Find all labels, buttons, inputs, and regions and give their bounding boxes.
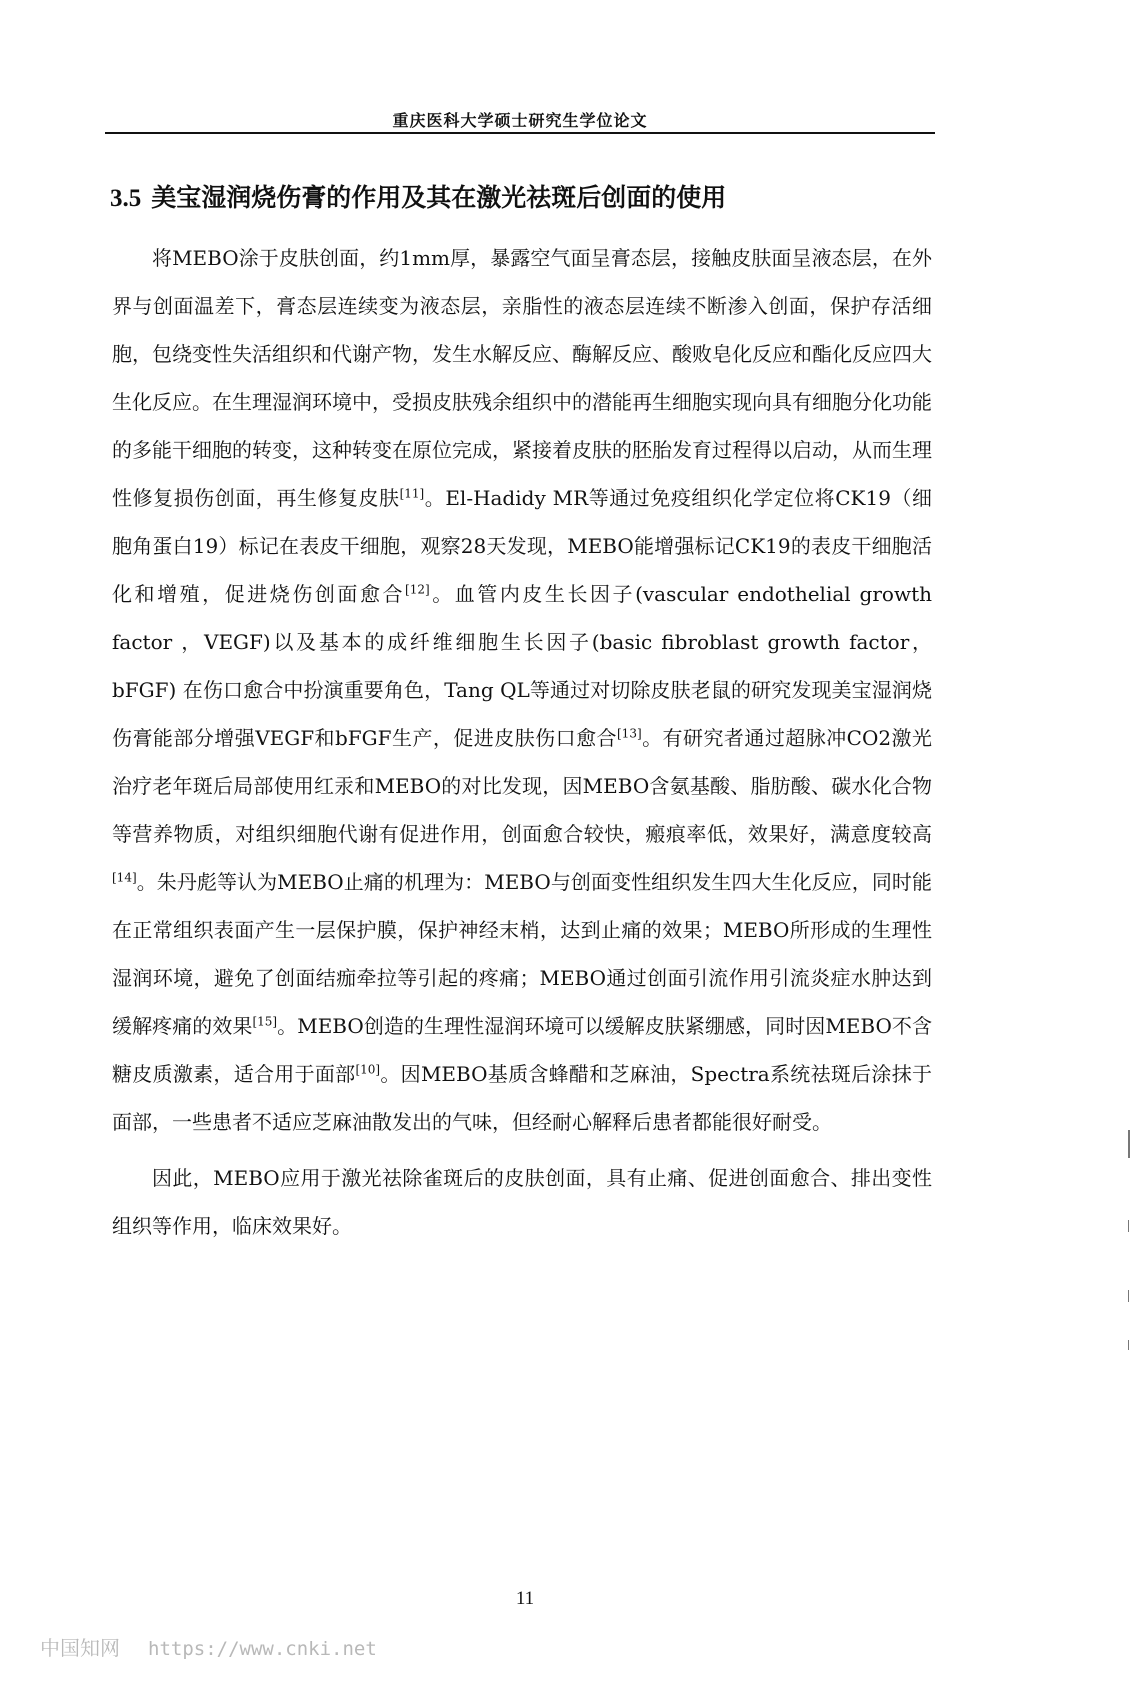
body-text <box>112 234 932 1250</box>
section-number: 3.5 <box>110 185 142 212</box>
section-title-text: 美宝湿润烧伤膏的作用及其在激光祛斑后创面的使用 <box>151 183 727 212</box>
watermark-brand: 中国知网 <box>40 1636 120 1660</box>
citation: [12] <box>405 582 430 597</box>
text-segment: 。朱丹彪等认为MEBO止痛的机理为：MEBO与创面变性组织发生四大生化反应，同时能在正常组织表面产生一层保护膜，保护神经末梢，达到止痛的效果；MEBO所形成的生理性湿润环境，避免了创面结痂牵拉等引起的疼痛；MEBO通过创面引流作用引流炎症水肿达到缓解疼痛的效果 <box>112 870 932 1038</box>
citation: [13] <box>617 726 642 741</box>
scan-mark <box>1128 1290 1129 1302</box>
watermark-url: https://www.cnki.net <box>148 1638 377 1660</box>
text-segment: 。MEBO创造的生理性湿润环境可以缓解皮肤紧绷感，同时因MEBO不含糖皮质激素，适合用于面部 <box>112 1014 932 1086</box>
text-segment: 。El-Hadidy MR等通过免疫组织化学定位将CK19（细胞角蛋白19）标记在表皮干细胞，观察28天发现，MEBO能增强标记CK19的表皮干细胞活化和增殖，促进烧伤创面愈合 <box>112 486 932 606</box>
text-segment: 将MEBO涂于皮肤创面，约1mm厚，暴露空气面呈膏态层，接触皮肤面呈液态层，在外界与创面温差下，膏态层连续变为液态层，亲脂性的液态层连续不断渗入创面，保护存活细胞，包绕变性失活组织和代谢产物，发生水解反应、酶解反应、酸败皂化反应和酯化反应四大生化反应。在生理湿润环境中，受损皮肤残余组织中的潜能再生细胞实现向具有细胞分化功能的多能干细胞的转变，这种转变在原位完成，紧接着皮肤的胚胎发育过程得以启动，从而生理性修复损伤创面，再生修复皮肤 <box>112 246 932 510</box>
running-header: 重庆医科大学硕士研究生学位论文 <box>392 111 648 130</box>
scan-mark <box>1128 1340 1129 1350</box>
cnki-watermark <box>40 1632 377 1661</box>
text-segment: 。血管内皮生长因子(vascular endothelial growth factor ，VEGF)以及基本的成纤维细胞生长因子(basic fibroblast growth factor，bFGF) 在伤口愈合中扮演重要角色，Tang QL等通过对切除皮肤老鼠的研究发现美宝湿润烧伤膏能部分增强VEGF和bFGF生产，促进皮肤伤口愈合 <box>112 582 932 750</box>
citation: [10] <box>355 1062 381 1077</box>
text-segment: 。因MEBO基质含蜂醋和芝麻油，Spectra系统祛斑后涂抹于面部，一些患者不适应芝麻油散发出的气味，但经耐心解释后患者都能很好耐受。 <box>112 1062 933 1134</box>
scan-mark <box>1128 1220 1129 1232</box>
text-segment: 因此，MEBO应用于激光祛除雀斑后的皮肤创面，具有止痛、促进创面愈合、排出变性组织等作用，临床效果好。 <box>112 1166 932 1238</box>
paragraph-main <box>112 234 932 1146</box>
header-rule <box>105 132 935 134</box>
page-number: 11 <box>515 1588 535 1609</box>
citation: [14] <box>112 870 137 885</box>
section-heading <box>110 178 930 214</box>
paragraph-conclusion <box>112 1154 932 1250</box>
text-segment: 。有研究者通过超脉冲CO2激光治疗老年斑后局部使用红汞和MEBO的对比发现，因MEBO含氨基酸、脂肪酸、碳水化合物等营养物质，对组织细胞代谢有促进作用，创面愈合较快，瘢痕率低，效果好，满意度较高 <box>112 726 932 846</box>
scan-mark <box>1128 1130 1130 1158</box>
citation: [11] <box>399 486 425 501</box>
citation: [15] <box>252 1014 278 1029</box>
